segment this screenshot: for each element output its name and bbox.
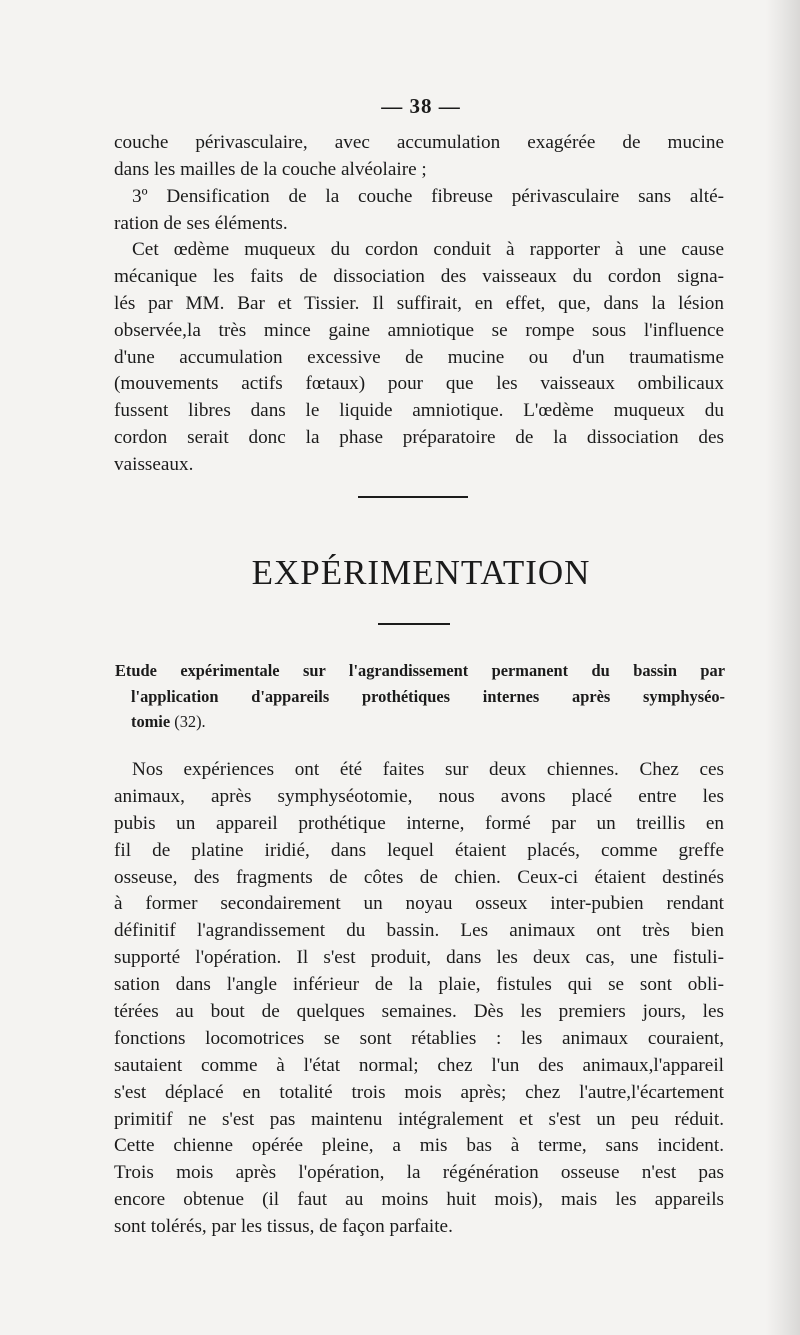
text-line: primitif ne s'est pas maintenu intégralement et s'est un peu réduit.	[114, 1108, 724, 1130]
text-line: s'est déplacé en totalité trois mois après; chez l'autre,l'écartement	[114, 1081, 724, 1103]
text-line: d'une accumulation excessive de mucine ou d'un traumatisme	[114, 346, 724, 368]
text-line: fussent libres dans le liquide amniotique. L'œdème muqueux du	[114, 400, 724, 422]
study-title-line: Etude expérimentale sur l'agrandissement permanent du bassin par	[115, 661, 725, 680]
text-line: fonctions locomotrices se sont rétablies : les animaux couraient,	[114, 1027, 724, 1049]
section-title: EXPÉRIMENTATION	[251, 553, 591, 592]
text-line: couche périvasculaire, avec accumulation exagérée de mucine	[114, 132, 724, 153]
page-number: — 38 —	[381, 94, 461, 118]
text-line: supporté l'opération. Il s'est produit, dans les deux cas, une fistuli-	[114, 947, 724, 969]
text-line: lés par MM. Bar et Tissier. Il suffirait, en effet, que, dans la lésion	[114, 292, 724, 314]
intro-paragraph	[114, 130, 724, 238]
study-title-end: tomie	[131, 712, 171, 731]
text-line: vaisseaux.	[114, 454, 194, 476]
text-line: fil de platine iridié, dans lequel étaient placés, comme greffe	[114, 839, 724, 861]
text-line: Cette chienne opérée pleine, a mis bas à terme, sans incident.	[114, 1135, 724, 1157]
text-line: osseuse, des fragments de côtes de chien. Ceux-ci étaient destinés	[114, 866, 724, 888]
study-heading	[115, 658, 725, 735]
text-line: pubis un appareil prothétique interne, formé par un treillis en	[114, 812, 724, 834]
text-line: définitif l'agrandissement du bassin. Les animaux ont très bien	[114, 920, 724, 942]
text-line: 3º Densification de la couche fibreuse périvasculaire sans alté-	[132, 185, 724, 207]
text-line: Nos expériences ont été faites sur deux chiennes. Chez ces	[132, 759, 724, 780]
text-line: à former secondairement un noyau osseux inter-pubien rendant	[114, 893, 724, 915]
study-reference: (32).	[174, 712, 206, 731]
experiment-paragraph	[114, 757, 724, 1241]
text-line: encore obtenue (il faut au moins huit mois), mais les appareils	[114, 1189, 724, 1211]
text-line: sation dans l'angle inférieur de la plaie, fistules qui se sont obli-	[114, 974, 724, 996]
oedeme-paragraph	[114, 237, 724, 479]
study-title-line: l'application d'appareils prothétiques internes après symphyséo-	[131, 686, 725, 706]
text-line: sautaient comme à l'état normal; chez l'un des animaux,l'appareil	[114, 1054, 724, 1076]
text-line: ration de ses éléments.	[114, 212, 288, 234]
text-line: Cet œdème muqueux du cordon conduit à rapporter à une cause	[132, 239, 724, 260]
text-line: animaux, après symphyséotomie, nous avons placé entre les	[114, 785, 724, 807]
divider-rule-bottom	[378, 623, 450, 625]
text-line: sont tolérés, par les tissus, de façon parfaite.	[114, 1216, 453, 1238]
text-line: observée,la très mince gaine amniotique se rompe sous l'influence	[114, 319, 724, 341]
page-edge-shadow	[766, 0, 800, 1335]
text-line: cordon serait donc la phase préparatoire de la dissociation des	[114, 427, 724, 449]
text-line: mécanique les faits de dissociation des vaisseaux du cordon signa-	[114, 265, 724, 287]
study-title-last-line	[115, 709, 725, 735]
text-line: dans les mailles de la couche alvéolaire ;	[114, 158, 427, 180]
text-line: térées au bout de quelques semaines. Dès les premiers jours, les	[114, 1001, 724, 1023]
text-line: Trois mois après l'opération, la régénération osseuse n'est pas	[114, 1162, 724, 1184]
divider-rule-top	[358, 496, 468, 498]
text-line: (mouvements actifs fœtaux) pour que les vaisseaux ombilicaux	[114, 373, 724, 395]
